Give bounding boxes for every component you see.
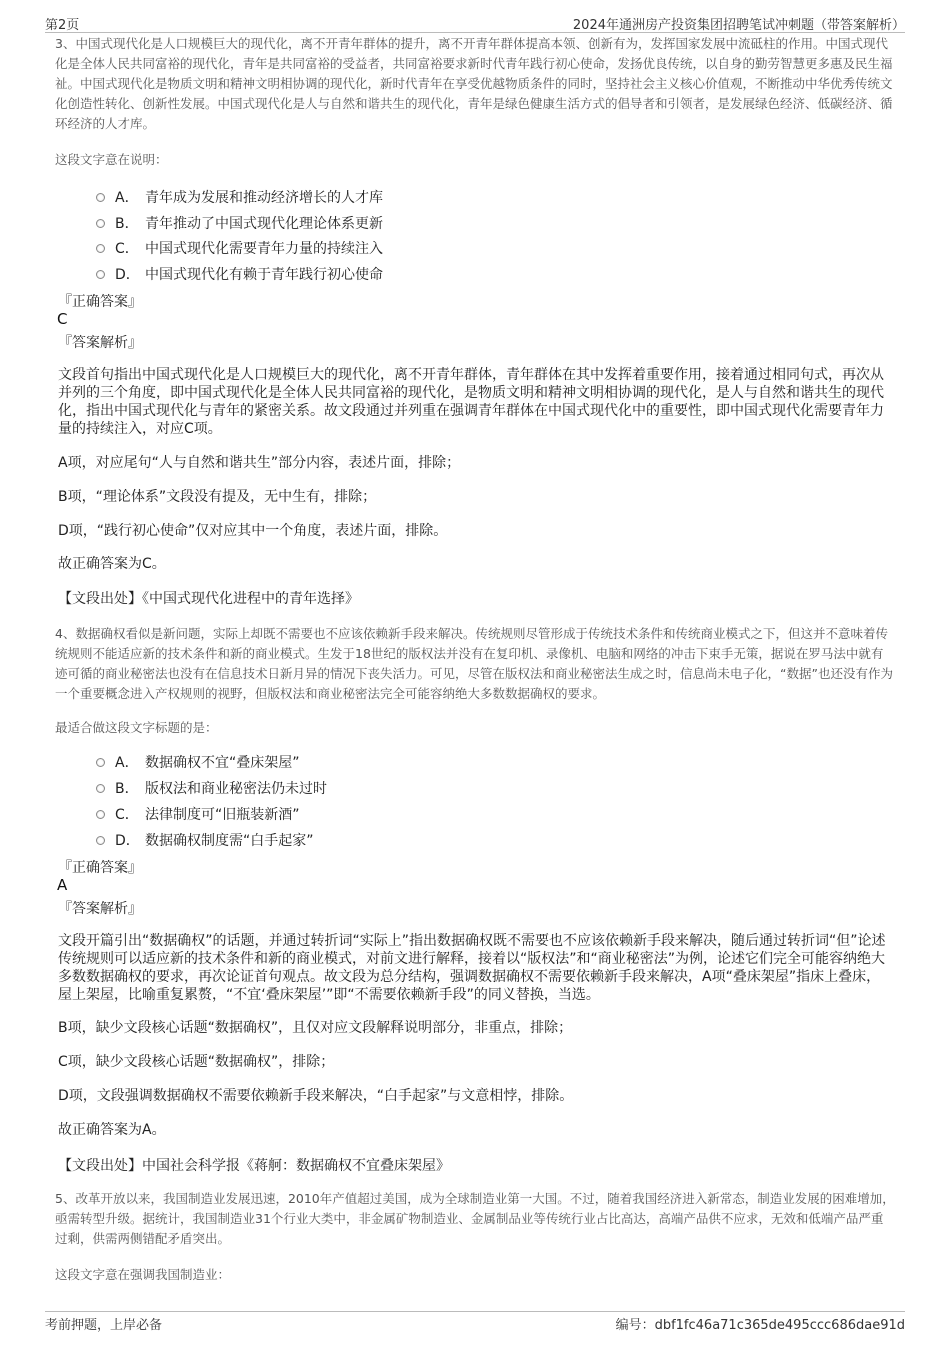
q4-option-d[interactable]: D． 数据确权制度需“白手起家” bbox=[96, 830, 314, 850]
q4-option-a[interactable]: A． 数据确权不宜“叠床架屋” bbox=[96, 752, 300, 772]
radio-icon[interactable] bbox=[96, 810, 105, 819]
footer-divider bbox=[45, 1311, 905, 1312]
document-title: 2024年通洲房产投资集团招聘笔试冲刺题（带答案解析） bbox=[572, 18, 905, 33]
q3-option-c[interactable]: C． 中国式现代化需要青年力量的持续注入 bbox=[96, 238, 383, 258]
q3-analysis-a: A项，对应尾句“人与自然和谐共生”部分内容，表述片面，排除； bbox=[58, 455, 461, 471]
page-number: 第2页 bbox=[45, 18, 80, 33]
q4-analysis-conclusion: 故正确答案为A。 bbox=[58, 1122, 166, 1138]
q4-source: 【文段出处】中国社会科学报《蒋舸：数据确权不宜叠床架屋》 bbox=[58, 1158, 450, 1174]
q3-answer: C bbox=[57, 310, 68, 328]
q3-option-d[interactable]: D． 中国式现代化有赖于青年践行初心使命 bbox=[96, 264, 383, 284]
radio-icon[interactable] bbox=[96, 836, 105, 845]
q3-analysis-main: 文段首句指出中国式现代化是人口规模巨大的现代化，离不开青年群体，青年群体在其中发挥着重要作用，接着通过相同句式，再次从并列的三个角度，即中国式现代化是全体人民共同富裕的现代化，是物质文明和精神文明相协调的现代化，是人与自然和谐共生的现代化，指出中国式现代化与青年的紧密关系。故文段通过并列重在强调青年群体在中国式现代化中的重要性，即中国式现代化需要青年力量的持续注入，对应C项。 bbox=[58, 367, 884, 437]
q3-answer-label: 『正确答案』 bbox=[58, 294, 142, 310]
q4-option-c[interactable]: C． 法律制度可“旧瓶装新酒” bbox=[96, 804, 300, 824]
q3-analysis-label: 『答案解析』 bbox=[58, 335, 142, 351]
q3-analysis-b: B项，“理论体系”文段没有提及，无中生有，排除； bbox=[58, 489, 377, 505]
q4-analysis-b: B项，缺少文段核心话题“数据确权”，且仅对应文段解释说明部分，非重点，排除； bbox=[58, 1020, 573, 1036]
q4-analysis-d: D项，文段强调数据确权不需要依赖新手段来解决，“白手起家”与文意相悖，排除。 bbox=[58, 1088, 574, 1104]
q3-source: 【文段出处】《中国式现代化进程中的青年选择》 bbox=[58, 591, 359, 607]
q4-answer-label: 『正确答案』 bbox=[58, 860, 142, 876]
radio-icon[interactable] bbox=[96, 244, 105, 253]
q4-passage: 4、数据确权看似是新问题，实际上却既不需要也不应该依赖新手段来解决。传统规则尽管形成于传统技术条件和传统商业模式之下，但这并不意味着传统规则不能适应新的技术条件和新的商业模式。生发于18世纪的版权法并没有在复印机、录像机、电脑和网络的冲击下束手无策，据说在罗马法中就有迹可循的商业秘密法也没有在信息技术日新月异的情况下丧失活力。可见，尽管在版权法和商业秘密法生成之时，信息尚未电子化，“数据”也还没有作为一个重要概念进入产权规则的视野，但版权法和商业秘密法完全可能容纳绝大多数数据确权的要求。 bbox=[55, 626, 893, 701]
q5-prompt: 这段文字意在强调我国制造业： bbox=[55, 1267, 231, 1282]
q4-option-b[interactable]: B． 版权法和商业秘密法仍未过时 bbox=[96, 778, 327, 798]
q5-passage: 5、改革开放以来，我国制造业发展迅速，2010年产值超过美国，成为全球制造业第一大国。不过，随着我国经济进入新常态，制造业发展的困难增加，亟需转型升级。据统计，我国制造业31个行业大类中，非金属矿物制造业、金属制品业等传统行业占比高达，高端产品供不应求，无效和低端产品严重过剩，供需两侧错配矛盾突出。 bbox=[55, 1191, 895, 1246]
footer-slogan: 考前押题，上岸必备 bbox=[45, 1318, 163, 1333]
q4-answer: A bbox=[57, 876, 68, 894]
q3-passage: 3、中国式现代化是人口规模巨大的现代化，离不开青年群体的提升，离不开青年群体提高本领、创新有为，发挥国家发展中流砥柱的作用。中国式现代化是全体人民共同富裕的现代化，青年是共同富裕的受益者，共同富裕要求新时代青年践行初心使命，发扬优良传统，以自身的勤劳智慧更多惠及民生福祉。中国式现代化是物质文明和精神文明相协调的现代化，新时代青年在享受优越物质条件的同时，坚持社会主义核心价值观，不断推动中华优秀传统文化创造性转化、创新性发展。中国式现代化是人与自然和谐共生的现代化，青年是绿色健康生活方式的倡导者和引领者，是发展绿色经济、低碳经济、循环经济的人才库。 bbox=[55, 36, 893, 131]
footer-document-id: 编号：dbf1fc46a71c365de495ccc686dae91d bbox=[615, 1318, 905, 1333]
q3-option-a[interactable]: A． 青年成为发展和推动经济增长的人才库 bbox=[96, 187, 383, 207]
q4-prompt: 最适合做这段文字标题的是： bbox=[55, 720, 218, 735]
radio-icon[interactable] bbox=[96, 193, 105, 202]
page-header bbox=[45, 10, 905, 33]
q3-analysis-conclusion: 故正确答案为C。 bbox=[58, 556, 166, 572]
radio-icon[interactable] bbox=[96, 270, 105, 279]
q4-analysis-label: 『答案解析』 bbox=[58, 901, 142, 917]
q3-prompt: 这段文字意在说明： bbox=[55, 152, 168, 167]
radio-icon[interactable] bbox=[96, 219, 105, 228]
q3-option-b[interactable]: B． 青年推动了中国式现代化理论体系更新 bbox=[96, 213, 383, 233]
q4-analysis-main: 文段开篇引出“数据确权”的话题，并通过转折词“实际上”指出数据确权既不需要也不应该依赖新手段来解决，随后通过转折词“但”论述传统规则可以适应新的技术条件和新的商业模式，对前文进行解释，接着以“版权法”和“商业秘密法”为例，论述它们完全可能容纳绝大多数数据确权的要求，再次论证首句观点。故文段为总分结构，强调数据确权不需要依赖新手段来解决，A项“叠床架屋”指床上叠床，屋上架屋，比喻重复累赘，“不宜‘叠床架屋’”即“不需要依赖新手段”的同义替换，当选。 bbox=[58, 933, 886, 1003]
q4-analysis-c: C项，缺少文段核心话题“数据确权”，排除； bbox=[58, 1054, 335, 1070]
radio-icon[interactable] bbox=[96, 758, 105, 767]
radio-icon[interactable] bbox=[96, 784, 105, 793]
q3-analysis-d: D项，“践行初心使命”仅对应其中一个角度，表述片面，排除。 bbox=[58, 523, 448, 539]
